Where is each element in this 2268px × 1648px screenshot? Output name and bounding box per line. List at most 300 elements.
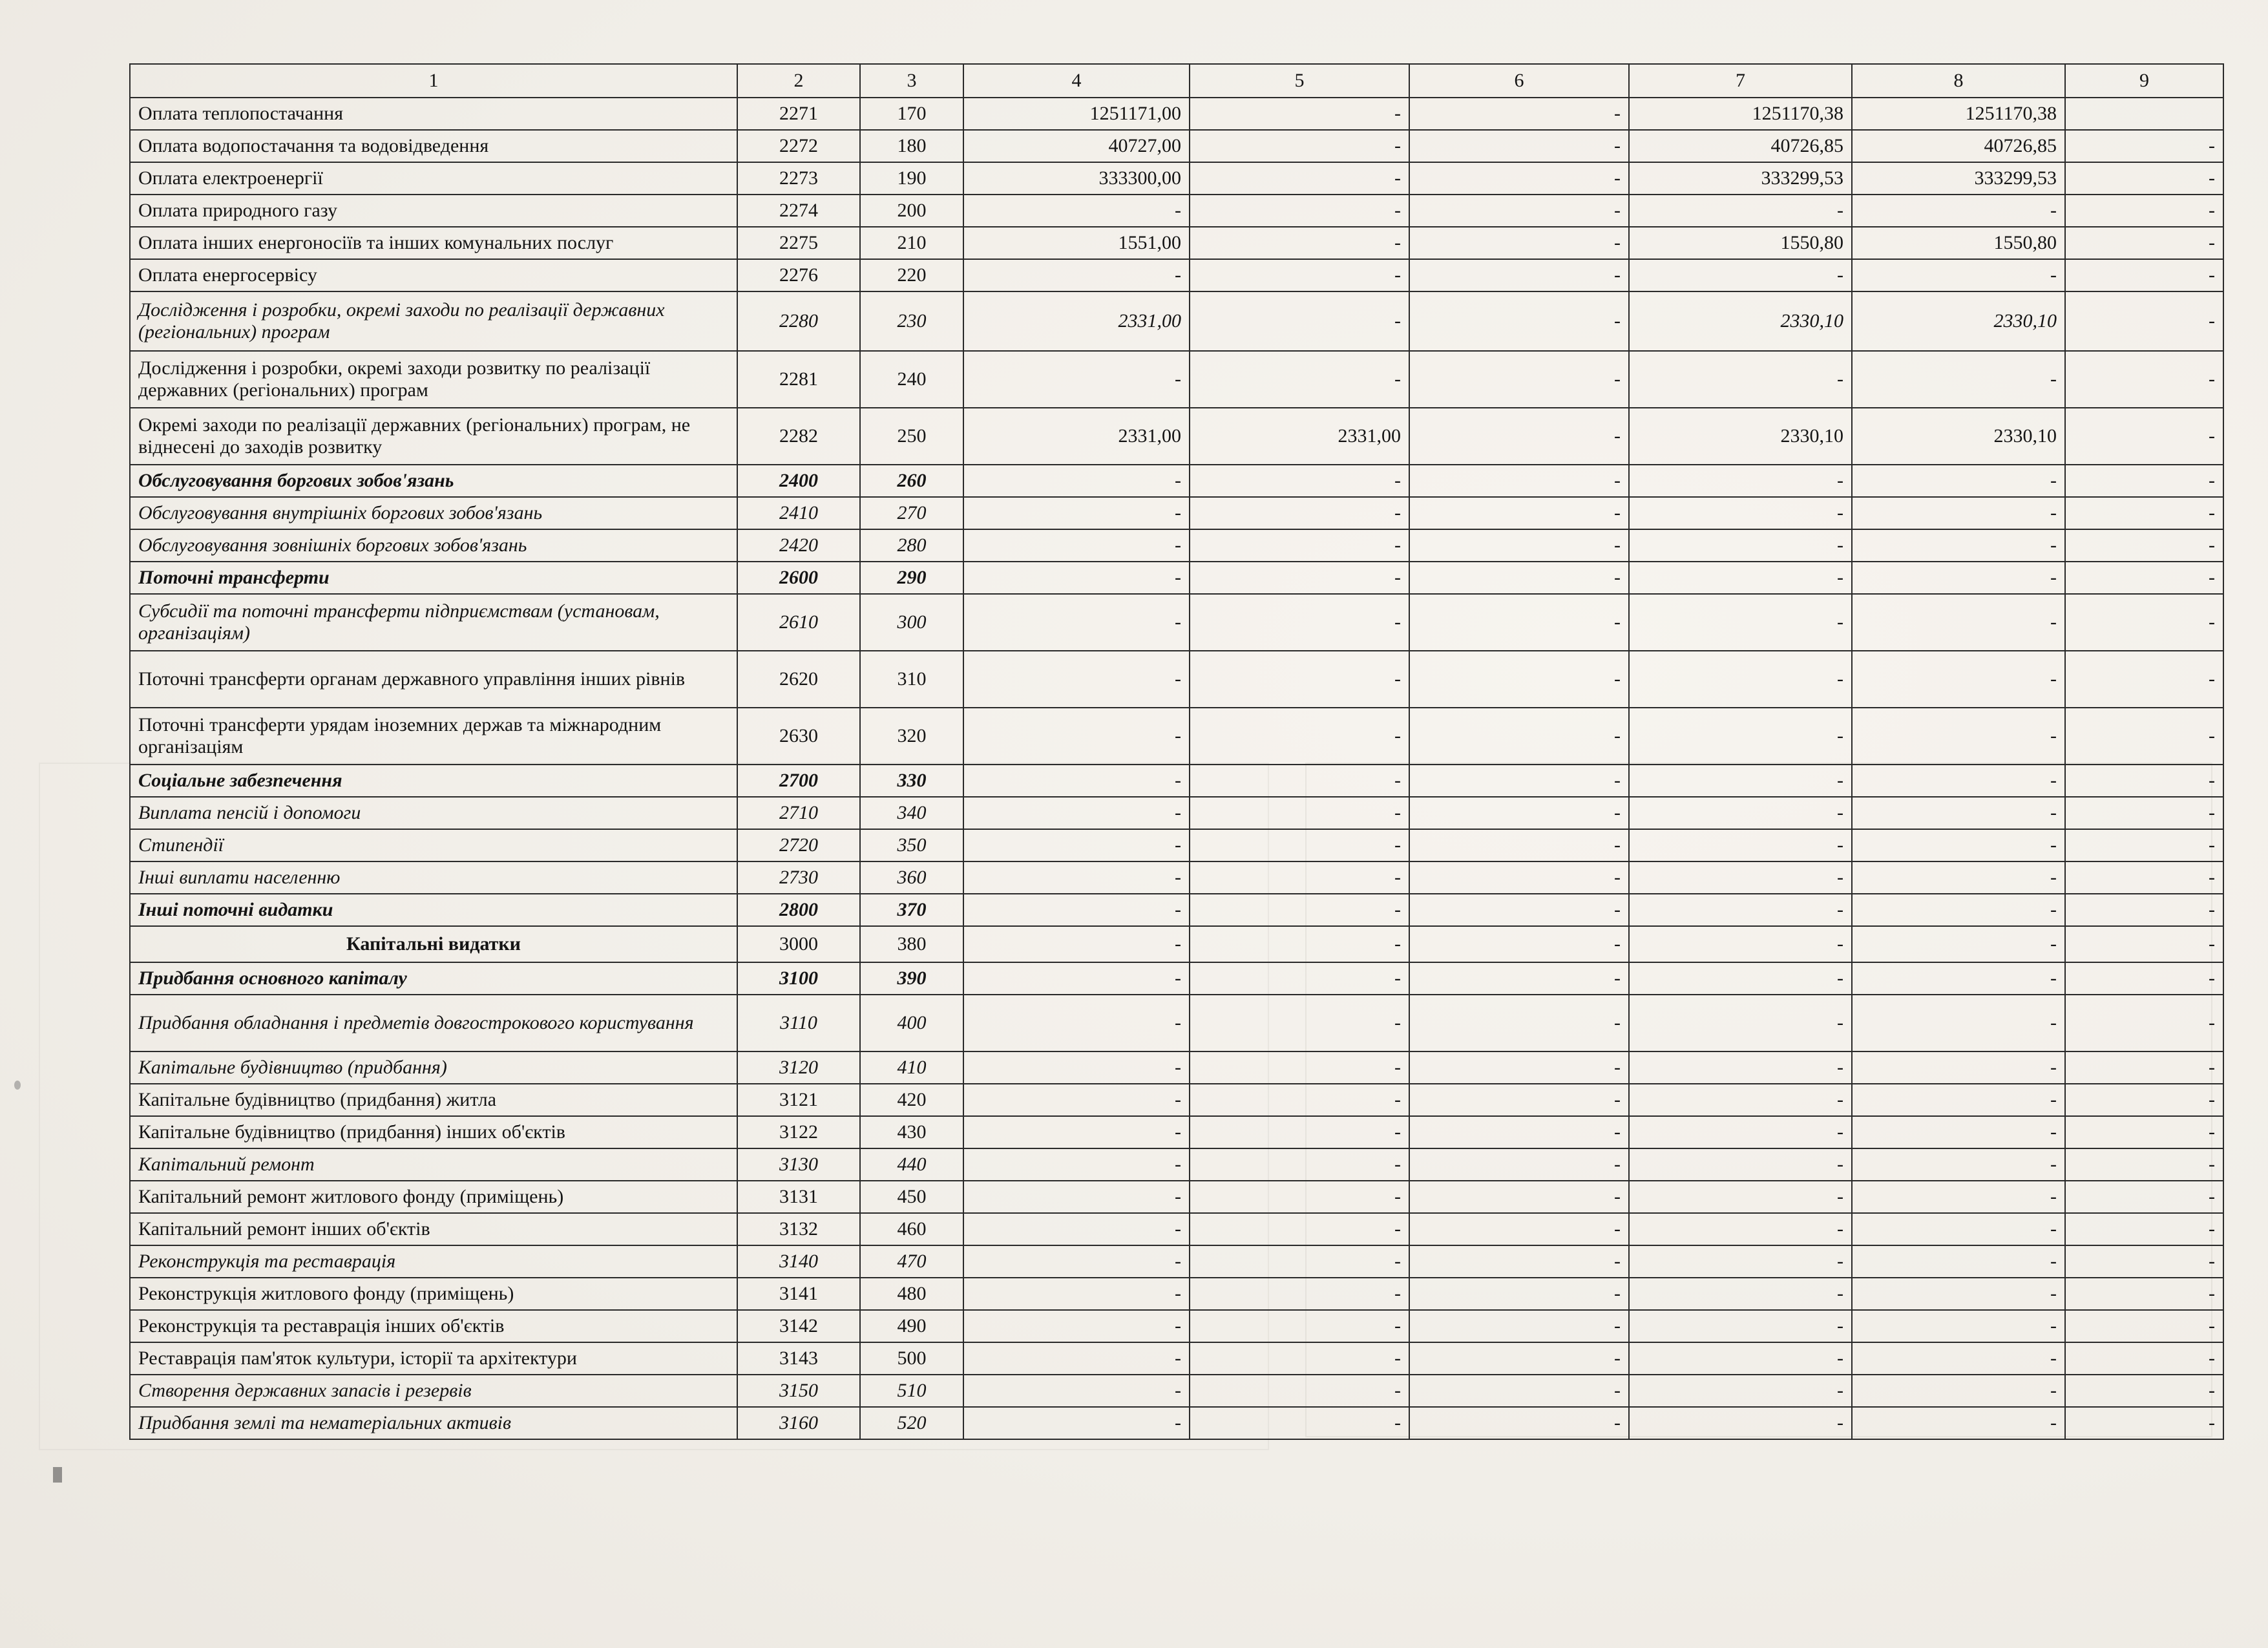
column-6-cell: -: [1409, 1245, 1629, 1278]
column-7-cell: -: [1629, 829, 1852, 861]
column-7-cell: -: [1629, 1213, 1852, 1245]
column-6-cell: -: [1409, 1278, 1629, 1310]
kekv-code-cell: 3160: [737, 1407, 860, 1439]
row-name-cell: Капітальне будівництво (придбання): [130, 1051, 737, 1084]
row-name-cell: Реставрація пам'яток культури, історії та архітектури: [130, 1342, 737, 1375]
table-row: [130, 351, 2223, 408]
column-7-cell: -: [1629, 797, 1852, 829]
column-9-cell: -: [2065, 708, 2223, 765]
table-row: [130, 98, 2223, 130]
column-7-cell: -: [1629, 1245, 1852, 1278]
column-6-cell: -: [1409, 195, 1629, 227]
column-8-cell: 40726,85: [1852, 130, 2065, 162]
approved-amount-cell: 2331,00: [963, 408, 1190, 465]
row-name-cell: Інші поточні видатки: [130, 894, 737, 926]
column-7-cell: 1550,80: [1629, 227, 1852, 259]
column-8-cell: -: [1852, 497, 2065, 529]
column-5-cell: -: [1190, 351, 1409, 408]
row-code-cell: 260: [860, 465, 963, 497]
column-6-cell: -: [1409, 765, 1629, 797]
row-code-cell: 330: [860, 765, 963, 797]
table-row: [130, 1116, 2223, 1148]
row-name-cell: Обслуговування внутрішніх боргових зобов'язань: [130, 497, 737, 529]
column-8-cell: -: [1852, 651, 2065, 708]
column-8-cell: -: [1852, 1407, 2065, 1439]
column-5-cell: -: [1190, 765, 1409, 797]
column-8-cell: -: [1852, 594, 2065, 651]
row-code-cell: 470: [860, 1245, 963, 1278]
column-8-cell: 1251170,38: [1852, 98, 2065, 130]
column-8-cell: -: [1852, 1213, 2065, 1245]
table-row: [130, 1084, 2223, 1116]
table-row: [130, 130, 2223, 162]
approved-amount-cell: -: [963, 765, 1190, 797]
row-code-cell: 220: [860, 259, 963, 291]
row-name-cell: Капітальний ремонт житлового фонду (приміщень): [130, 1181, 737, 1213]
table-row: [130, 195, 2223, 227]
column-8-cell: -: [1852, 829, 2065, 861]
column-5-cell: -: [1190, 829, 1409, 861]
approved-amount-cell: -: [963, 894, 1190, 926]
column-8-cell: -: [1852, 797, 2065, 829]
column-7-cell: -: [1629, 995, 1852, 1051]
column-7-cell: -: [1629, 497, 1852, 529]
column-9-cell: -: [2065, 1213, 2223, 1245]
column-7-cell: 2330,10: [1629, 408, 1852, 465]
column-6-cell: -: [1409, 1407, 1629, 1439]
kekv-code-cell: 2700: [737, 765, 860, 797]
row-name-cell: Капітальний ремонт: [130, 1148, 737, 1181]
row-name-cell: Капітальне будівництво (придбання) інших об'єктів: [130, 1116, 737, 1148]
column-7-cell: -: [1629, 1181, 1852, 1213]
column-9-cell: -: [2065, 797, 2223, 829]
column-6-cell: -: [1409, 529, 1629, 562]
kekv-code-cell: 2282: [737, 408, 860, 465]
row-name-cell: Соціальне забезпечення: [130, 765, 737, 797]
column-8-cell: -: [1852, 1245, 2065, 1278]
row-code-cell: 380: [860, 926, 963, 962]
row-name-cell: Поточні трансферти: [130, 562, 737, 594]
column-9-cell: -: [2065, 465, 2223, 497]
kekv-code-cell: 2600: [737, 562, 860, 594]
column-9-cell: -: [2065, 227, 2223, 259]
row-code-cell: 460: [860, 1213, 963, 1245]
column-5-cell: -: [1190, 1278, 1409, 1310]
column-5-cell: -: [1190, 1051, 1409, 1084]
table-row: [130, 765, 2223, 797]
row-code-cell: 400: [860, 995, 963, 1051]
column-6-cell: -: [1409, 497, 1629, 529]
kekv-code-cell: 3132: [737, 1213, 860, 1245]
row-code-cell: 500: [860, 1342, 963, 1375]
approved-amount-cell: -: [963, 926, 1190, 962]
row-code-cell: 250: [860, 408, 963, 465]
approved-amount-cell: -: [963, 1181, 1190, 1213]
approved-amount-cell: -: [963, 594, 1190, 651]
column-9-cell: [2065, 98, 2223, 130]
row-code-cell: 180: [860, 130, 963, 162]
kekv-code-cell: 2281: [737, 351, 860, 408]
approved-amount-cell: -: [963, 1084, 1190, 1116]
table-row: [130, 1148, 2223, 1181]
column-6-cell: -: [1409, 351, 1629, 408]
kekv-code-cell: 3000: [737, 926, 860, 962]
column-8-cell: -: [1852, 1278, 2065, 1310]
approved-amount-cell: -: [963, 995, 1190, 1051]
kekv-code-cell: 2720: [737, 829, 860, 861]
table-row: [130, 465, 2223, 497]
row-name-cell: Стипендії: [130, 829, 737, 861]
row-name-cell: Оплата інших енергоносіїв та інших комунальних послуг: [130, 227, 737, 259]
kekv-code-cell: 3131: [737, 1181, 860, 1213]
column-7-cell: -: [1629, 195, 1852, 227]
row-code-cell: 350: [860, 829, 963, 861]
column-5-cell: -: [1190, 1181, 1409, 1213]
column-7-cell: -: [1629, 562, 1852, 594]
approved-amount-cell: -: [963, 1407, 1190, 1439]
column-7-cell: -: [1629, 1407, 1852, 1439]
column-8-cell: -: [1852, 1310, 2065, 1342]
kekv-code-cell: 3130: [737, 1148, 860, 1181]
header-cell: 8: [1852, 64, 2065, 98]
row-code-cell: 290: [860, 562, 963, 594]
column-7-cell: 40726,85: [1629, 130, 1852, 162]
table-row: [130, 227, 2223, 259]
column-5-cell: -: [1190, 291, 1409, 351]
approved-amount-cell: -: [963, 562, 1190, 594]
column-5-cell: -: [1190, 708, 1409, 765]
column-8-cell: -: [1852, 1084, 2065, 1116]
row-name-cell: Дослідження і розробки, окремі заходи розвитку по реалізації державних (регіональних) програм: [130, 351, 737, 408]
header-cell: 9: [2065, 64, 2223, 98]
kekv-code-cell: 3110: [737, 995, 860, 1051]
row-name-cell: Капітальне будівництво (придбання) житла: [130, 1084, 737, 1116]
column-5-cell: -: [1190, 497, 1409, 529]
approved-amount-cell: -: [963, 497, 1190, 529]
approved-amount-cell: -: [963, 962, 1190, 995]
column-6-cell: -: [1409, 962, 1629, 995]
column-6-cell: -: [1409, 1213, 1629, 1245]
row-code-cell: 440: [860, 1148, 963, 1181]
column-7-cell: -: [1629, 1342, 1852, 1375]
column-7-cell: -: [1629, 1375, 1852, 1407]
column-8-cell: -: [1852, 351, 2065, 408]
column-9-cell: -: [2065, 1148, 2223, 1181]
column-5-cell: -: [1190, 797, 1409, 829]
column-number-header: [130, 64, 2223, 98]
column-8-cell: -: [1852, 529, 2065, 562]
kekv-code-cell: 2620: [737, 651, 860, 708]
row-name-cell: Реконструкція та реставрація інших об'єктів: [130, 1310, 737, 1342]
column-9-cell: -: [2065, 529, 2223, 562]
row-name-cell: Оплата електроенергії: [130, 162, 737, 195]
row-code-cell: 240: [860, 351, 963, 408]
column-5-cell: -: [1190, 227, 1409, 259]
column-7-cell: -: [1629, 894, 1852, 926]
column-8-cell: -: [1852, 995, 2065, 1051]
row-name-cell: Інші виплати населенню: [130, 861, 737, 894]
table-row: [130, 497, 2223, 529]
column-5-cell: -: [1190, 562, 1409, 594]
column-6-cell: -: [1409, 130, 1629, 162]
table-row: [130, 861, 2223, 894]
approved-amount-cell: 40727,00: [963, 130, 1190, 162]
table-row: [130, 962, 2223, 995]
row-code-cell: 280: [860, 529, 963, 562]
column-9-cell: -: [2065, 291, 2223, 351]
kekv-code-cell: 2610: [737, 594, 860, 651]
column-6-cell: -: [1409, 594, 1629, 651]
approved-amount-cell: -: [963, 861, 1190, 894]
column-5-cell: -: [1190, 195, 1409, 227]
kekv-code-cell: 2272: [737, 130, 860, 162]
column-7-cell: -: [1629, 926, 1852, 962]
column-6-cell: -: [1409, 708, 1629, 765]
budget-report-table: [129, 63, 2224, 1440]
column-6-cell: -: [1409, 1375, 1629, 1407]
column-6-cell: -: [1409, 926, 1629, 962]
column-9-cell: -: [2065, 651, 2223, 708]
row-code-cell: 230: [860, 291, 963, 351]
row-code-cell: 300: [860, 594, 963, 651]
header-cell: 1: [130, 64, 737, 98]
header-cell: 7: [1629, 64, 1852, 98]
row-code-cell: 310: [860, 651, 963, 708]
column-8-cell: -: [1852, 1116, 2065, 1148]
row-name-cell: Обслуговування боргових зобов'язань: [130, 465, 737, 497]
column-8-cell: -: [1852, 1375, 2065, 1407]
approved-amount-cell: -: [963, 1116, 1190, 1148]
column-9-cell: -: [2065, 1278, 2223, 1310]
table-row: [130, 797, 2223, 829]
approved-amount-cell: -: [963, 259, 1190, 291]
row-code-cell: 410: [860, 1051, 963, 1084]
kekv-code-cell: 2274: [737, 195, 860, 227]
row-code-cell: 480: [860, 1278, 963, 1310]
column-9-cell: -: [2065, 1116, 2223, 1148]
column-7-cell: -: [1629, 765, 1852, 797]
column-9-cell: -: [2065, 894, 2223, 926]
kekv-code-cell: 3120: [737, 1051, 860, 1084]
table-row: [130, 291, 2223, 351]
column-6-cell: -: [1409, 562, 1629, 594]
table-row: [130, 594, 2223, 651]
column-8-cell: 2330,10: [1852, 291, 2065, 351]
column-5-cell: -: [1190, 130, 1409, 162]
row-code-cell: 200: [860, 195, 963, 227]
table-row: [130, 1342, 2223, 1375]
row-name-cell: Створення державних запасів і резервів: [130, 1375, 737, 1407]
kekv-code-cell: 2400: [737, 465, 860, 497]
column-5-cell: -: [1190, 894, 1409, 926]
row-name-cell: Субсидії та поточні трансферти підприємствам (установам, організаціям): [130, 594, 737, 651]
column-9-cell: -: [2065, 562, 2223, 594]
column-7-cell: -: [1629, 594, 1852, 651]
approved-amount-cell: -: [963, 1148, 1190, 1181]
column-9-cell: -: [2065, 497, 2223, 529]
column-5-cell: -: [1190, 529, 1409, 562]
kekv-code-cell: 3140: [737, 1245, 860, 1278]
column-5-cell: -: [1190, 962, 1409, 995]
column-7-cell: -: [1629, 1084, 1852, 1116]
column-8-cell: 333299,53: [1852, 162, 2065, 195]
column-8-cell: -: [1852, 962, 2065, 995]
table-row: [130, 408, 2223, 465]
row-code-cell: 210: [860, 227, 963, 259]
table-row: [130, 1407, 2223, 1439]
row-name-cell: Капітальні видатки: [130, 926, 737, 962]
column-9-cell: -: [2065, 1375, 2223, 1407]
column-6-cell: -: [1409, 797, 1629, 829]
table-row: [130, 1181, 2223, 1213]
column-7-cell: -: [1629, 1116, 1852, 1148]
column-9-cell: -: [2065, 162, 2223, 195]
kekv-code-cell: 2271: [737, 98, 860, 130]
column-6-cell: -: [1409, 1148, 1629, 1181]
table-row: [130, 995, 2223, 1051]
column-9-cell: -: [2065, 1245, 2223, 1278]
kekv-code-cell: 2420: [737, 529, 860, 562]
column-6-cell: -: [1409, 1051, 1629, 1084]
column-5-cell: -: [1190, 1342, 1409, 1375]
column-9-cell: -: [2065, 259, 2223, 291]
column-6-cell: -: [1409, 1116, 1629, 1148]
approved-amount-cell: 333300,00: [963, 162, 1190, 195]
approved-amount-cell: -: [963, 1213, 1190, 1245]
row-name-cell: Придбання основного капіталу: [130, 962, 737, 995]
column-9-cell: -: [2065, 130, 2223, 162]
column-7-cell: -: [1629, 962, 1852, 995]
column-5-cell: -: [1190, 1310, 1409, 1342]
header-cell: 3: [860, 64, 963, 98]
column-6-cell: -: [1409, 98, 1629, 130]
column-7-cell: -: [1629, 1310, 1852, 1342]
column-9-cell: -: [2065, 1310, 2223, 1342]
row-code-cell: 360: [860, 861, 963, 894]
punch-mark: [53, 1467, 62, 1483]
column-7-cell: -: [1629, 529, 1852, 562]
row-code-cell: 520: [860, 1407, 963, 1439]
approved-amount-cell: -: [963, 1375, 1190, 1407]
column-9-cell: -: [2065, 1407, 2223, 1439]
column-6-cell: -: [1409, 651, 1629, 708]
table-row: [130, 926, 2223, 962]
row-name-cell: Дослідження і розробки, окремі заходи по реалізації державних (регіональних) програм: [130, 291, 737, 351]
approved-amount-cell: 1551,00: [963, 227, 1190, 259]
table-row: [130, 562, 2223, 594]
table-row: [130, 1245, 2223, 1278]
table-row: [130, 162, 2223, 195]
row-code-cell: 450: [860, 1181, 963, 1213]
column-6-cell: -: [1409, 1310, 1629, 1342]
approved-amount-cell: -: [963, 1278, 1190, 1310]
column-8-cell: 2330,10: [1852, 408, 2065, 465]
kekv-code-cell: 3122: [737, 1116, 860, 1148]
column-9-cell: -: [2065, 765, 2223, 797]
column-6-cell: -: [1409, 259, 1629, 291]
column-8-cell: -: [1852, 1181, 2065, 1213]
column-8-cell: 1550,80: [1852, 227, 2065, 259]
kekv-code-cell: 3100: [737, 962, 860, 995]
column-5-cell: -: [1190, 926, 1409, 962]
kekv-code-cell: 3142: [737, 1310, 860, 1342]
column-8-cell: -: [1852, 1051, 2065, 1084]
kekv-code-cell: 2275: [737, 227, 860, 259]
column-7-cell: -: [1629, 1278, 1852, 1310]
row-name-cell: Реконструкція та реставрація: [130, 1245, 737, 1278]
column-8-cell: -: [1852, 894, 2065, 926]
column-8-cell: -: [1852, 708, 2065, 765]
approved-amount-cell: -: [963, 1342, 1190, 1375]
row-code-cell: 370: [860, 894, 963, 926]
row-name-cell: Виплата пенсій і допомоги: [130, 797, 737, 829]
punch-mark: [14, 1081, 21, 1090]
row-name-cell: Придбання землі та нематеріальних активів: [130, 1407, 737, 1439]
row-code-cell: 390: [860, 962, 963, 995]
approved-amount-cell: -: [963, 351, 1190, 408]
column-9-cell: -: [2065, 995, 2223, 1051]
column-9-cell: -: [2065, 1181, 2223, 1213]
table-row: [130, 1213, 2223, 1245]
column-9-cell: -: [2065, 408, 2223, 465]
column-5-cell: -: [1190, 1116, 1409, 1148]
kekv-code-cell: 2800: [737, 894, 860, 926]
row-name-cell: Поточні трансферти органам державного управління інших рівнів: [130, 651, 737, 708]
approved-amount-cell: -: [963, 1310, 1190, 1342]
column-7-cell: -: [1629, 259, 1852, 291]
column-7-cell: 2330,10: [1629, 291, 1852, 351]
approved-amount-cell: 1251171,00: [963, 98, 1190, 130]
header-cell: 2: [737, 64, 860, 98]
table-row: [130, 1278, 2223, 1310]
kekv-code-cell: 2410: [737, 497, 860, 529]
approved-amount-cell: -: [963, 1051, 1190, 1084]
column-6-cell: -: [1409, 1181, 1629, 1213]
column-6-cell: -: [1409, 465, 1629, 497]
column-5-cell: -: [1190, 1213, 1409, 1245]
column-6-cell: -: [1409, 291, 1629, 351]
kekv-code-cell: 2273: [737, 162, 860, 195]
row-code-cell: 190: [860, 162, 963, 195]
column-5-cell: -: [1190, 1407, 1409, 1439]
column-6-cell: -: [1409, 995, 1629, 1051]
column-5-cell: -: [1190, 1084, 1409, 1116]
row-name-cell: Обслуговування зовнішніх боргових зобов'язань: [130, 529, 737, 562]
kekv-code-cell: 3121: [737, 1084, 860, 1116]
column-6-cell: -: [1409, 1084, 1629, 1116]
row-name-cell: Окремі заходи по реалізації державних (регіональних) програм, не віднесені до заходів розвитку: [130, 408, 737, 465]
column-7-cell: -: [1629, 861, 1852, 894]
column-7-cell: -: [1629, 351, 1852, 408]
header-cell: 4: [963, 64, 1190, 98]
column-5-cell: -: [1190, 1245, 1409, 1278]
column-6-cell: -: [1409, 1342, 1629, 1375]
row-name-cell: Капітальний ремонт інших об'єктів: [130, 1213, 737, 1245]
column-8-cell: -: [1852, 861, 2065, 894]
kekv-code-cell: 3143: [737, 1342, 860, 1375]
column-9-cell: -: [2065, 594, 2223, 651]
column-8-cell: -: [1852, 195, 2065, 227]
table-row: [130, 1310, 2223, 1342]
column-7-cell: -: [1629, 651, 1852, 708]
kekv-code-cell: 3150: [737, 1375, 860, 1407]
row-name-cell: Оплата водопостачання та водовідведення: [130, 130, 737, 162]
column-6-cell: -: [1409, 894, 1629, 926]
column-6-cell: -: [1409, 829, 1629, 861]
column-5-cell: -: [1190, 162, 1409, 195]
column-5-cell: -: [1190, 594, 1409, 651]
column-8-cell: -: [1852, 926, 2065, 962]
